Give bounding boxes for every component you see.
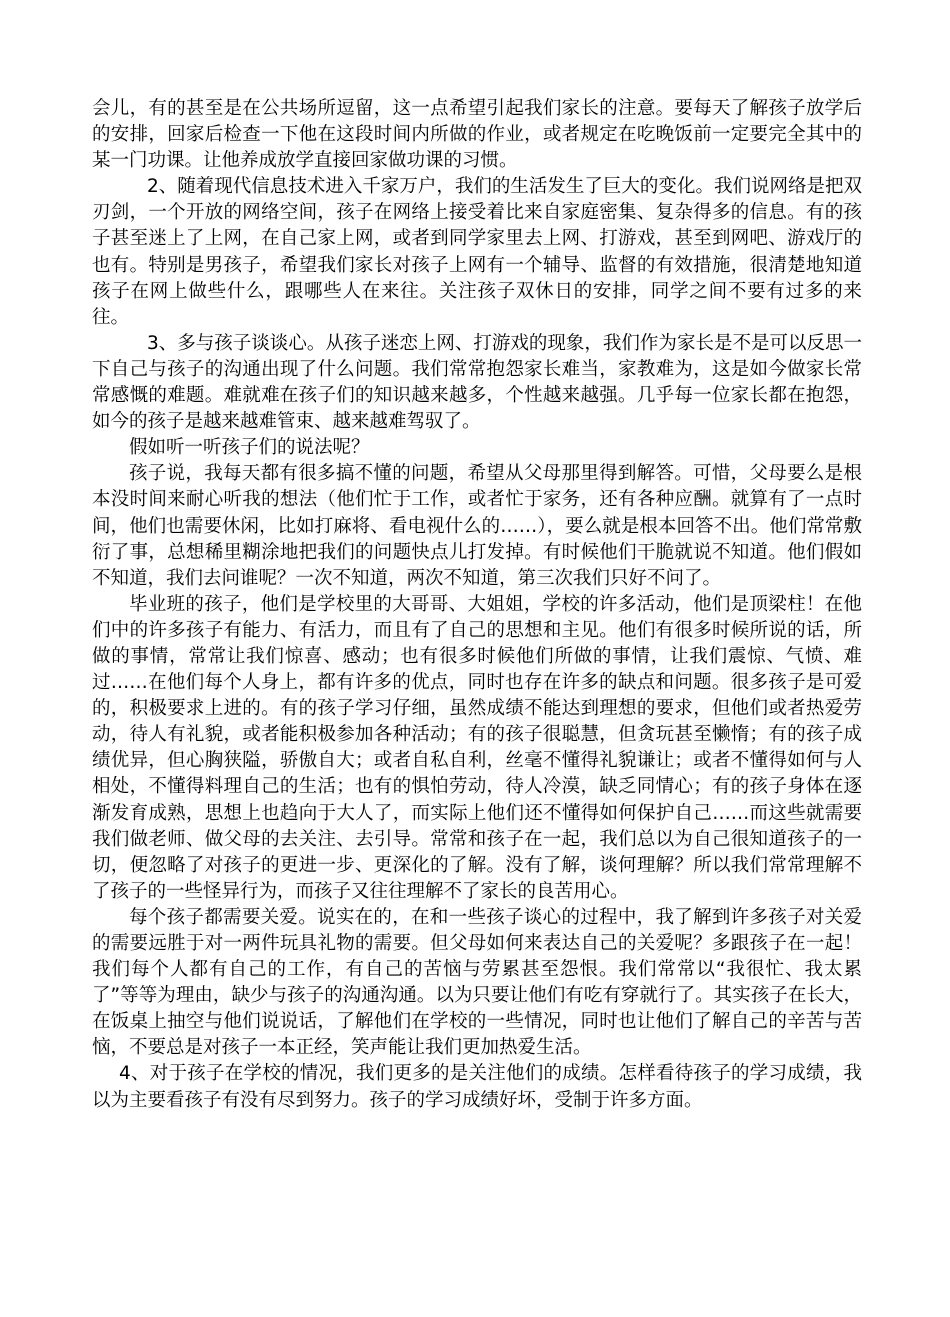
paragraph-point-2: 2、随着现代信息技术进入千家万户，我们的生活发生了巨大的变化。我们说网络是把双刃剑，一个开放的网络空间，孩子在网络上接受着比来自家庭密集、复杂得多的信息。有的孩子甚至迷上了上网，在自己家上网，或者到同学家里去上网、打游戏，甚至到网吧、游戏厅的也有。特别是男孩子，希望我们家长对孩子上网有一个辅导、监督的有效措施，很清楚地知道孩子在网上做些什么，跟哪些人在来往。关注孩子双休日的安排，同学之间不要有过多的来往。 — [92, 176, 862, 328]
paragraph-graduating-class: 毕业班的孩子，他们是学校里的大哥哥、大姐姐，学校的许多活动，他们是顶梁柱！在他们中的许多孩子有能力、有活力，而且有了自己的思想和主见。他们有很多时候所说的话，所做的事情，常常让我们惊喜、感动；也有很多时候他们所做的事情，让我们震惊、气愤、难过……在他们每个人身上，都有许多的优点，同时也存在许多的缺点和问题。很多孩子是可爱的，积极要求上进的。有的孩子学习仔细，虽然成绩不能达到理想的要求，但他们或者热爱劳动，待人有礼貌，或者能积极参加各种活动；有的孩子很聪慧，但贪玩甚至懒惰；有的孩子成绩优异，但心胸狭隘，骄傲自大；或者自私自利，丝毫不懂得礼貌谦让；或者不懂得如何与人相处，不懂得料理自己的生活；也有的惧怕劳动，待人冷漠，缺乏同情心；有的孩子身体在逐渐发育成熟，思想上也趋向于大人了，而实际上他们还不懂得如何保护自己……而这些就需要我们做老师、做父母的去关注、去引导。常常和孩子在一起，我们总以为自己很知道孩子的一切，便忽略了对孩子的更进一步、更深化的了解。没有了解，谈何理解？所以我们常常理解不了孩子的一些怪异行为，而孩子又往往理解不了家长的良苦用心。 — [92, 593, 862, 902]
document-body — [92, 96, 862, 1114]
paragraph-care: 每个孩子都需要关爱。说实在的，在和一些孩子谈心的过程中，我了解到许多孩子对关爱的需要远胜于对一两件玩具礼物的需要。但父母如何来表达自己的关爱呢？多跟孩子在一起！我们每个人都有自己的工作，有自己的苦恼与劳累甚至怨恨。我们常常以“我很忙、我太累了”等等为理由，缺少与孩子的沟通沟通。以为只要让他们有吃有穿就行了。其实孩子在长大，在饭桌上抽空与他们说说话，了解他们在学校的一些情况，同时也让他们了解自己的辛苦与苦恼，不要总是对孩子一本正经，笑声能让我们更加热爱生活。 — [92, 906, 862, 1059]
paragraph-children-say: 孩子说，我每天都有很多搞不懂的问题，希望从父母那里得到解答。可惜，父母要么是根本没时间来耐心听我的想法（他们忙于工作，或者忙于家务，还有各种应酬。就算有了一点时间，他们也需要休闲，比如打麻将、看电视什么的……），要么就是根本回答不出。他们常常敷衍了事，总想稀里糊涂地把我们的问题快点儿打发掉。有时候他们干脆就说不知道。他们假如不知道，我们去问谁呢？一次不知道，两次不知道，第三次我们只好不问了。 — [92, 463, 862, 589]
paragraph-point-3: 3、多与孩子谈谈心。从孩子迷恋上网、打游戏的现象，我们作为家长是不是可以反思一下自己与孩子的沟通出现了什么问题。我们常常抱怨家长难当，家教难为，这是如今做家长常常感慨的难题。难就难在孩子们的知识越来越多，个性越来越强。几乎每一位家长都在抱怨，如今的孩子是越来越难管束、越来越难驾驭了。 — [92, 332, 862, 433]
paragraph-question: 假如听一听孩子们的说法呢？ — [129, 437, 370, 459]
paragraph-continuation: 会儿，有的甚至是在公共场所逗留，这一点希望引起我们家长的注意。要每天了解孩子放学后的安排，回家后检查一下他在这段时间内所做的作业，或者规定在吃晚饭前一定要完全其中的某一门功课。让他养成放学直接回家做功课的习惯。 — [92, 98, 862, 172]
paragraph-point-4: 4、对于孩子在学校的情况，我们更多的是关注他们的成绩。怎样看待孩子的学习成绩，我以为主要看孩子有没有尽到努力。孩子的学习成绩好坏，受制于许多方面。 — [92, 1063, 862, 1111]
